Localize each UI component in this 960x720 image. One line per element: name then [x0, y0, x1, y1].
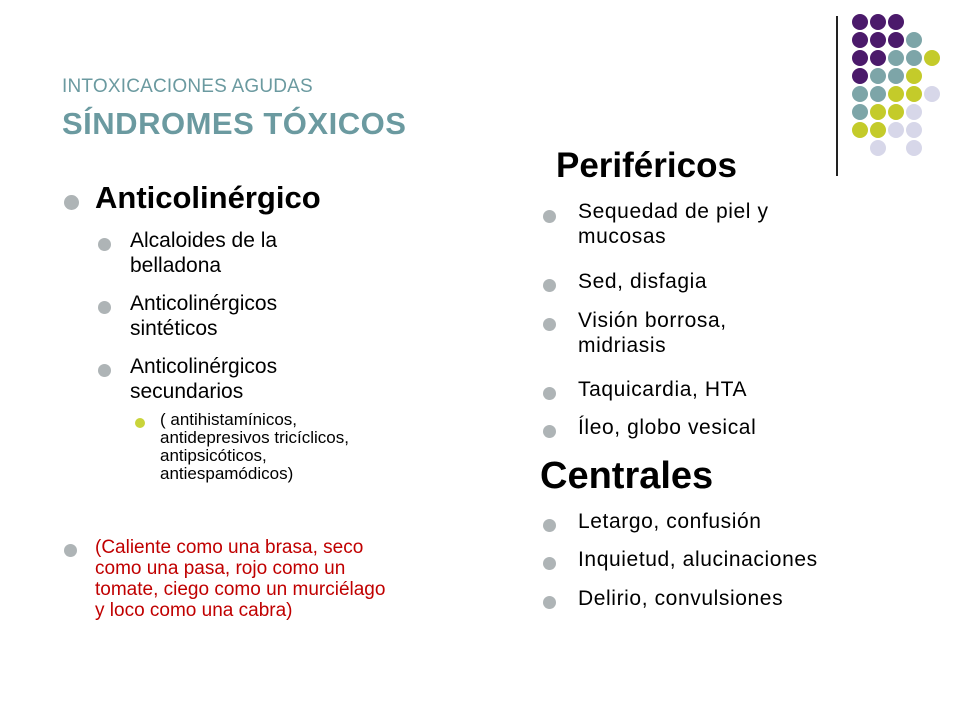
list-item: [130, 229, 277, 279]
dot: [870, 32, 886, 48]
centrales-heading: Centrales: [540, 455, 714, 497]
dot: [906, 68, 922, 84]
bullet-icon: [543, 425, 556, 438]
periferico-item: [578, 270, 707, 295]
dot: [888, 86, 904, 102]
bullet-icon: [543, 596, 556, 609]
item-line: Visión borrosa,: [578, 309, 727, 332]
dot: [888, 104, 904, 120]
dot: [852, 68, 868, 84]
dot: [906, 104, 922, 120]
item-line: Taquicardia, HTA: [578, 378, 748, 401]
dot: [870, 86, 886, 102]
list-item-line: belladona: [130, 253, 222, 277]
periferico-item: [578, 378, 747, 403]
periferico-item: [578, 416, 756, 441]
bullet-icon: [64, 195, 79, 210]
dot: [888, 68, 904, 84]
perifericos-heading: Periféricos: [556, 146, 737, 185]
bullet-icon: [98, 238, 111, 251]
anticolinergico-heading: Anticolinérgico: [95, 180, 321, 215]
dot: [852, 86, 868, 102]
note-line: como una pasa, rojo como un: [95, 557, 346, 579]
bullet-icon: [98, 301, 111, 314]
sub-list-line: antiespamódicos): [160, 463, 294, 483]
list-item: [130, 292, 277, 342]
sub-list-item: [160, 411, 349, 482]
dot: [852, 122, 868, 138]
bullet-icon: [543, 279, 556, 292]
list-item-line: Anticolinérgicos: [130, 292, 278, 315]
dot: [870, 104, 886, 120]
bullet-icon: [98, 364, 111, 377]
dot: [852, 14, 868, 30]
divider-line: [836, 16, 838, 176]
list-item-line: Alcaloides de la: [130, 229, 278, 252]
slide-title: SÍNDROMES TÓXICOS: [62, 106, 407, 141]
bullet-icon: [135, 418, 145, 428]
item-line: Íleo, globo vesical: [578, 416, 757, 439]
bullet-icon: [543, 519, 556, 532]
sub-list-line: ( antihistamínicos,: [160, 410, 297, 429]
note-line: tomate, ciego como un murciélago: [95, 578, 386, 600]
dot: [870, 50, 886, 66]
dot: [870, 122, 886, 138]
bullet-icon: [543, 557, 556, 570]
item-line: midriasis: [578, 333, 667, 357]
central-item: Letargo, confusión: [578, 510, 762, 533]
item-line: Sequedad de piel y: [578, 200, 769, 223]
dot: [888, 14, 904, 30]
central-item: Delirio, convulsiones: [578, 587, 784, 610]
bullet-icon: [543, 387, 556, 400]
list-item-line: secundarios: [130, 379, 244, 403]
sub-list-line: antidepresivos tricíclicos,: [160, 427, 349, 447]
dot: [906, 122, 922, 138]
item-line: mucosas: [578, 224, 667, 248]
bullet-icon: [543, 318, 556, 331]
dot: [906, 86, 922, 102]
dot: [924, 86, 940, 102]
dot: [888, 122, 904, 138]
list-item: [130, 355, 277, 405]
dot: [906, 140, 922, 156]
dot: [906, 50, 922, 66]
bullet-icon: [64, 544, 77, 557]
bullet-icon: [543, 210, 556, 223]
list-item-line: sintéticos: [130, 316, 218, 340]
item-line: Sed, disfagia: [578, 270, 708, 293]
dot: [852, 50, 868, 66]
dot: [870, 68, 886, 84]
central-item: Inquietud, alucinaciones: [578, 548, 818, 571]
dot: [870, 140, 886, 156]
dot: [852, 32, 868, 48]
periferico-item: [578, 309, 727, 359]
slide-subtitle: INTOXICACIONES AGUDAS: [62, 76, 313, 97]
note-line: y loco como una cabra): [95, 599, 293, 621]
dot: [888, 32, 904, 48]
note-line: (Caliente como una brasa, seco: [95, 537, 364, 558]
list-item-line: Anticolinérgicos: [130, 355, 278, 378]
dot: [924, 50, 940, 66]
dot: [906, 32, 922, 48]
dot: [852, 104, 868, 120]
sub-list-line: antipsicóticos,: [160, 445, 267, 465]
dot: [870, 14, 886, 30]
dot: [888, 50, 904, 66]
periferico-item: [578, 200, 769, 250]
mnemonic-note: [95, 538, 475, 622]
